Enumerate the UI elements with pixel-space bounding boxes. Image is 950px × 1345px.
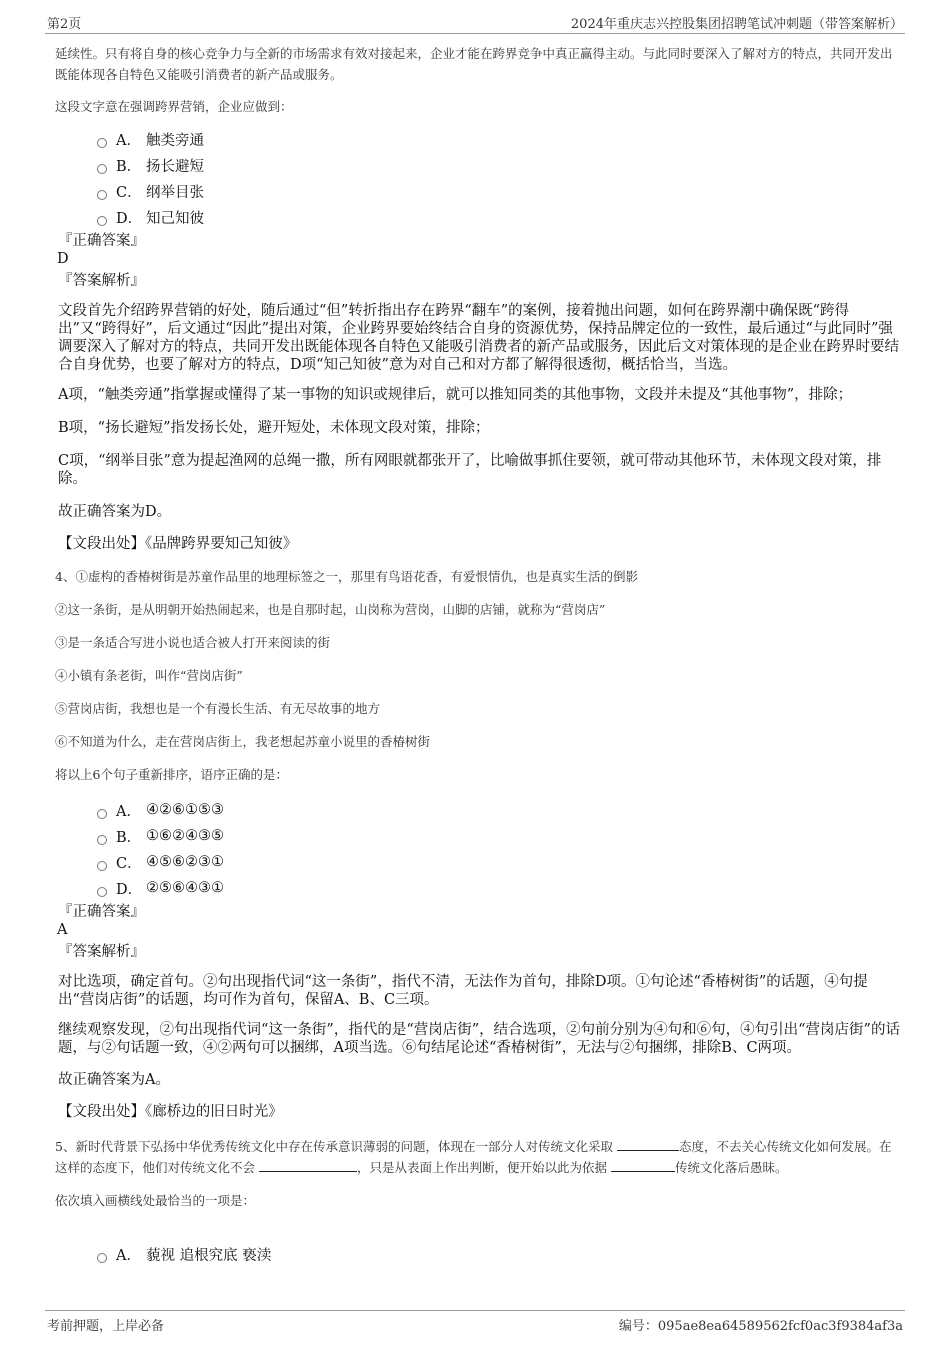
q3-analysis-c: C项，“纲举目张”意为提起渔网的总绳一撒，所有网眼就都张开了，比喻做事抓住要领，就可带动其他环节，未体现文段对策，排除。 xyxy=(58,453,882,487)
q4-analysis-label: 『答案解析』 xyxy=(58,944,145,960)
q3-options xyxy=(55,126,900,230)
q4-sentence-1: 4、①虚构的香椿树街是苏童作品里的地理标签之一，那里有鸟语花香，有爱恨情仇，也是真实生活的倒影 xyxy=(55,569,638,584)
radio-button[interactable] xyxy=(97,809,107,819)
q3-passage-tail: 延续性。只有将自身的核心竞争力与全新的市场需求有效对接起来，企业才能在跨界竞争中真正赢得主动。与此同时要深入了解对方的特点，共同开发出既能体现各自特色又能吸引消费者的新产品或服务。 xyxy=(55,46,893,82)
q4-sentence-2: ②这一条街，是从明朝开始热闹起来，也是自那时起，山岗称为营岗，山脚的店铺，就称为“营岗店” xyxy=(55,602,606,617)
radio-button[interactable] xyxy=(97,190,107,200)
document-title: 2024年重庆志兴控股集团招聘笔试冲刺题（带答案解析） xyxy=(570,17,903,32)
fill-blank-1 xyxy=(617,1137,679,1151)
q4-prompt: 将以上6个句子重新排序，语序正确的是： xyxy=(55,767,288,782)
page-header xyxy=(45,13,905,34)
q4-answer: A xyxy=(57,922,68,938)
q3-option-b[interactable]: B． 扬长避短 xyxy=(97,152,900,178)
q4-options xyxy=(55,797,900,901)
radio-button[interactable] xyxy=(97,216,107,226)
q4-option-d[interactable]: D． ②⑤⑥④③① xyxy=(97,875,900,901)
q5-stem: 5、新时代背景下弘扬中华优秀传统文化中存在传承意识薄弱的问题，体现在一部分人对传统文化采取 态度，不去关心传统文化如何发展。在这样的态度下，他们对传统文化不会 ，只是从表面上作出判断，便开始以此为依据 传统文化落后愚昧。 xyxy=(55,1139,892,1175)
q4-sentence-4: ④小镇有条老街，叫作“营岗店街” xyxy=(55,668,243,683)
q4-option-b[interactable]: B． ①⑥②④③⑤ xyxy=(97,823,900,849)
q4-sentence-5: ⑤营岗店街，我想也是一个有漫长生活、有无尽故事的地方 xyxy=(55,701,381,716)
q4-analysis-2: 继续观察发现，②句出现指代词“这一条街”，指代的是“营岗店街”，结合选项，②句前分别为④句和⑥句，④句引出“营岗店街”的话题，与②句话题一致，④②两句可以捆绑，A项当选。⑥句结尾论述“香椿树街”，无法与②句捆绑，排除B、C两项。 xyxy=(58,1022,900,1056)
document-body xyxy=(55,43,900,1267)
q3-option-d[interactable]: D． 知己知彼 xyxy=(97,204,900,230)
q5-options xyxy=(55,1241,900,1267)
q3-source: 【文段出处】《品牌跨界要知己知彼》 xyxy=(58,536,298,552)
q5-prompt: 依次填入画横线处最恰当的一项是： xyxy=(55,1193,256,1208)
q3-option-c[interactable]: C． 纲举目张 xyxy=(97,178,900,204)
radio-button[interactable] xyxy=(97,138,107,148)
radio-button[interactable] xyxy=(97,164,107,174)
q3-analysis-label: 『答案解析』 xyxy=(58,273,145,289)
q4-analysis-1: 对比选项，确定首句。②句出现指代词“这一条街”，指代不清，无法作为首句，排除D项。①句论述“香椿树街”的话题，④句提出“营岗店街”的话题，均可作为首句，保留A、B、C三项。 xyxy=(58,974,868,1008)
page-number: 第2页 xyxy=(47,17,82,32)
q4-analysis-conclusion: 故正确答案为A。 xyxy=(58,1072,170,1088)
document-serial: 编号：095ae8ea64589562fcf0ac3f9384af3a xyxy=(618,1319,903,1334)
fill-blank-2 xyxy=(259,1158,357,1172)
radio-button[interactable] xyxy=(97,1253,107,1263)
q3-answer: D xyxy=(57,251,69,267)
q4-sentence-6: ⑥不知道为什么，走在营岗店街上，我老想起苏童小说里的香椿树街 xyxy=(55,734,431,749)
q3-prompt: 这段文字意在强调跨界营销，企业应做到： xyxy=(55,99,293,114)
fill-blank-3 xyxy=(611,1158,675,1172)
q4-source: 【文段出处】《廊桥边的旧日时光》 xyxy=(58,1104,283,1120)
q3-analysis-main: 文段首先介绍跨界营销的好处，随后通过“但”转折指出存在跨界“翻车”的案例，接着抛出问题，如何在跨界潮中确保既“跨得出”又“跨得好”，后文通过“因此”提出对策，企业跨界要始终结合自身的资源优势，保持品牌定位的一致性，最后通过“与此同时”强调要深入了解对方的特点，共同开发出既能体现各自特色又能吸引消费者的新产品或服务，因此后文对策体现的是企业在跨界时要结合自身优势，也要了解对方的特点，D项“知己知彼”意为对自己和对方都了解得很透彻，概括恰当，当选。 xyxy=(58,303,899,373)
radio-button[interactable] xyxy=(97,887,107,897)
q4-option-c[interactable]: C． ④⑤⑥②③① xyxy=(97,849,900,875)
q3-option-a[interactable]: A． 触类旁通 xyxy=(97,126,900,152)
q3-analysis-b: B项，“扬长避短”指发扬长处，避开短处，未体现文段对策，排除； xyxy=(58,420,490,436)
q3-answer-label: 『正确答案』 xyxy=(58,233,145,249)
radio-button[interactable] xyxy=(97,835,107,845)
q4-sentence-3: ③是一条适合写进小说也适合被人打开来阅读的街 xyxy=(55,635,331,650)
q3-analysis-a: A项，“触类旁通”指掌握或懂得了某一事物的知识或规律后，就可以推知同类的其他事物，文段并未提及“其他事物”，排除； xyxy=(58,387,853,403)
radio-button[interactable] xyxy=(97,861,107,871)
footer-slogan: 考前押题，上岸必备 xyxy=(47,1319,165,1334)
q4-option-a[interactable]: A． ④②⑥①⑤③ xyxy=(97,797,900,823)
q4-answer-label: 『正确答案』 xyxy=(58,904,145,920)
q3-analysis-conclusion: 故正确答案为D。 xyxy=(58,504,172,520)
q5-option-a[interactable]: A． 藐视 追根究底 亵渎 xyxy=(97,1241,900,1267)
page-footer xyxy=(45,1310,905,1333)
